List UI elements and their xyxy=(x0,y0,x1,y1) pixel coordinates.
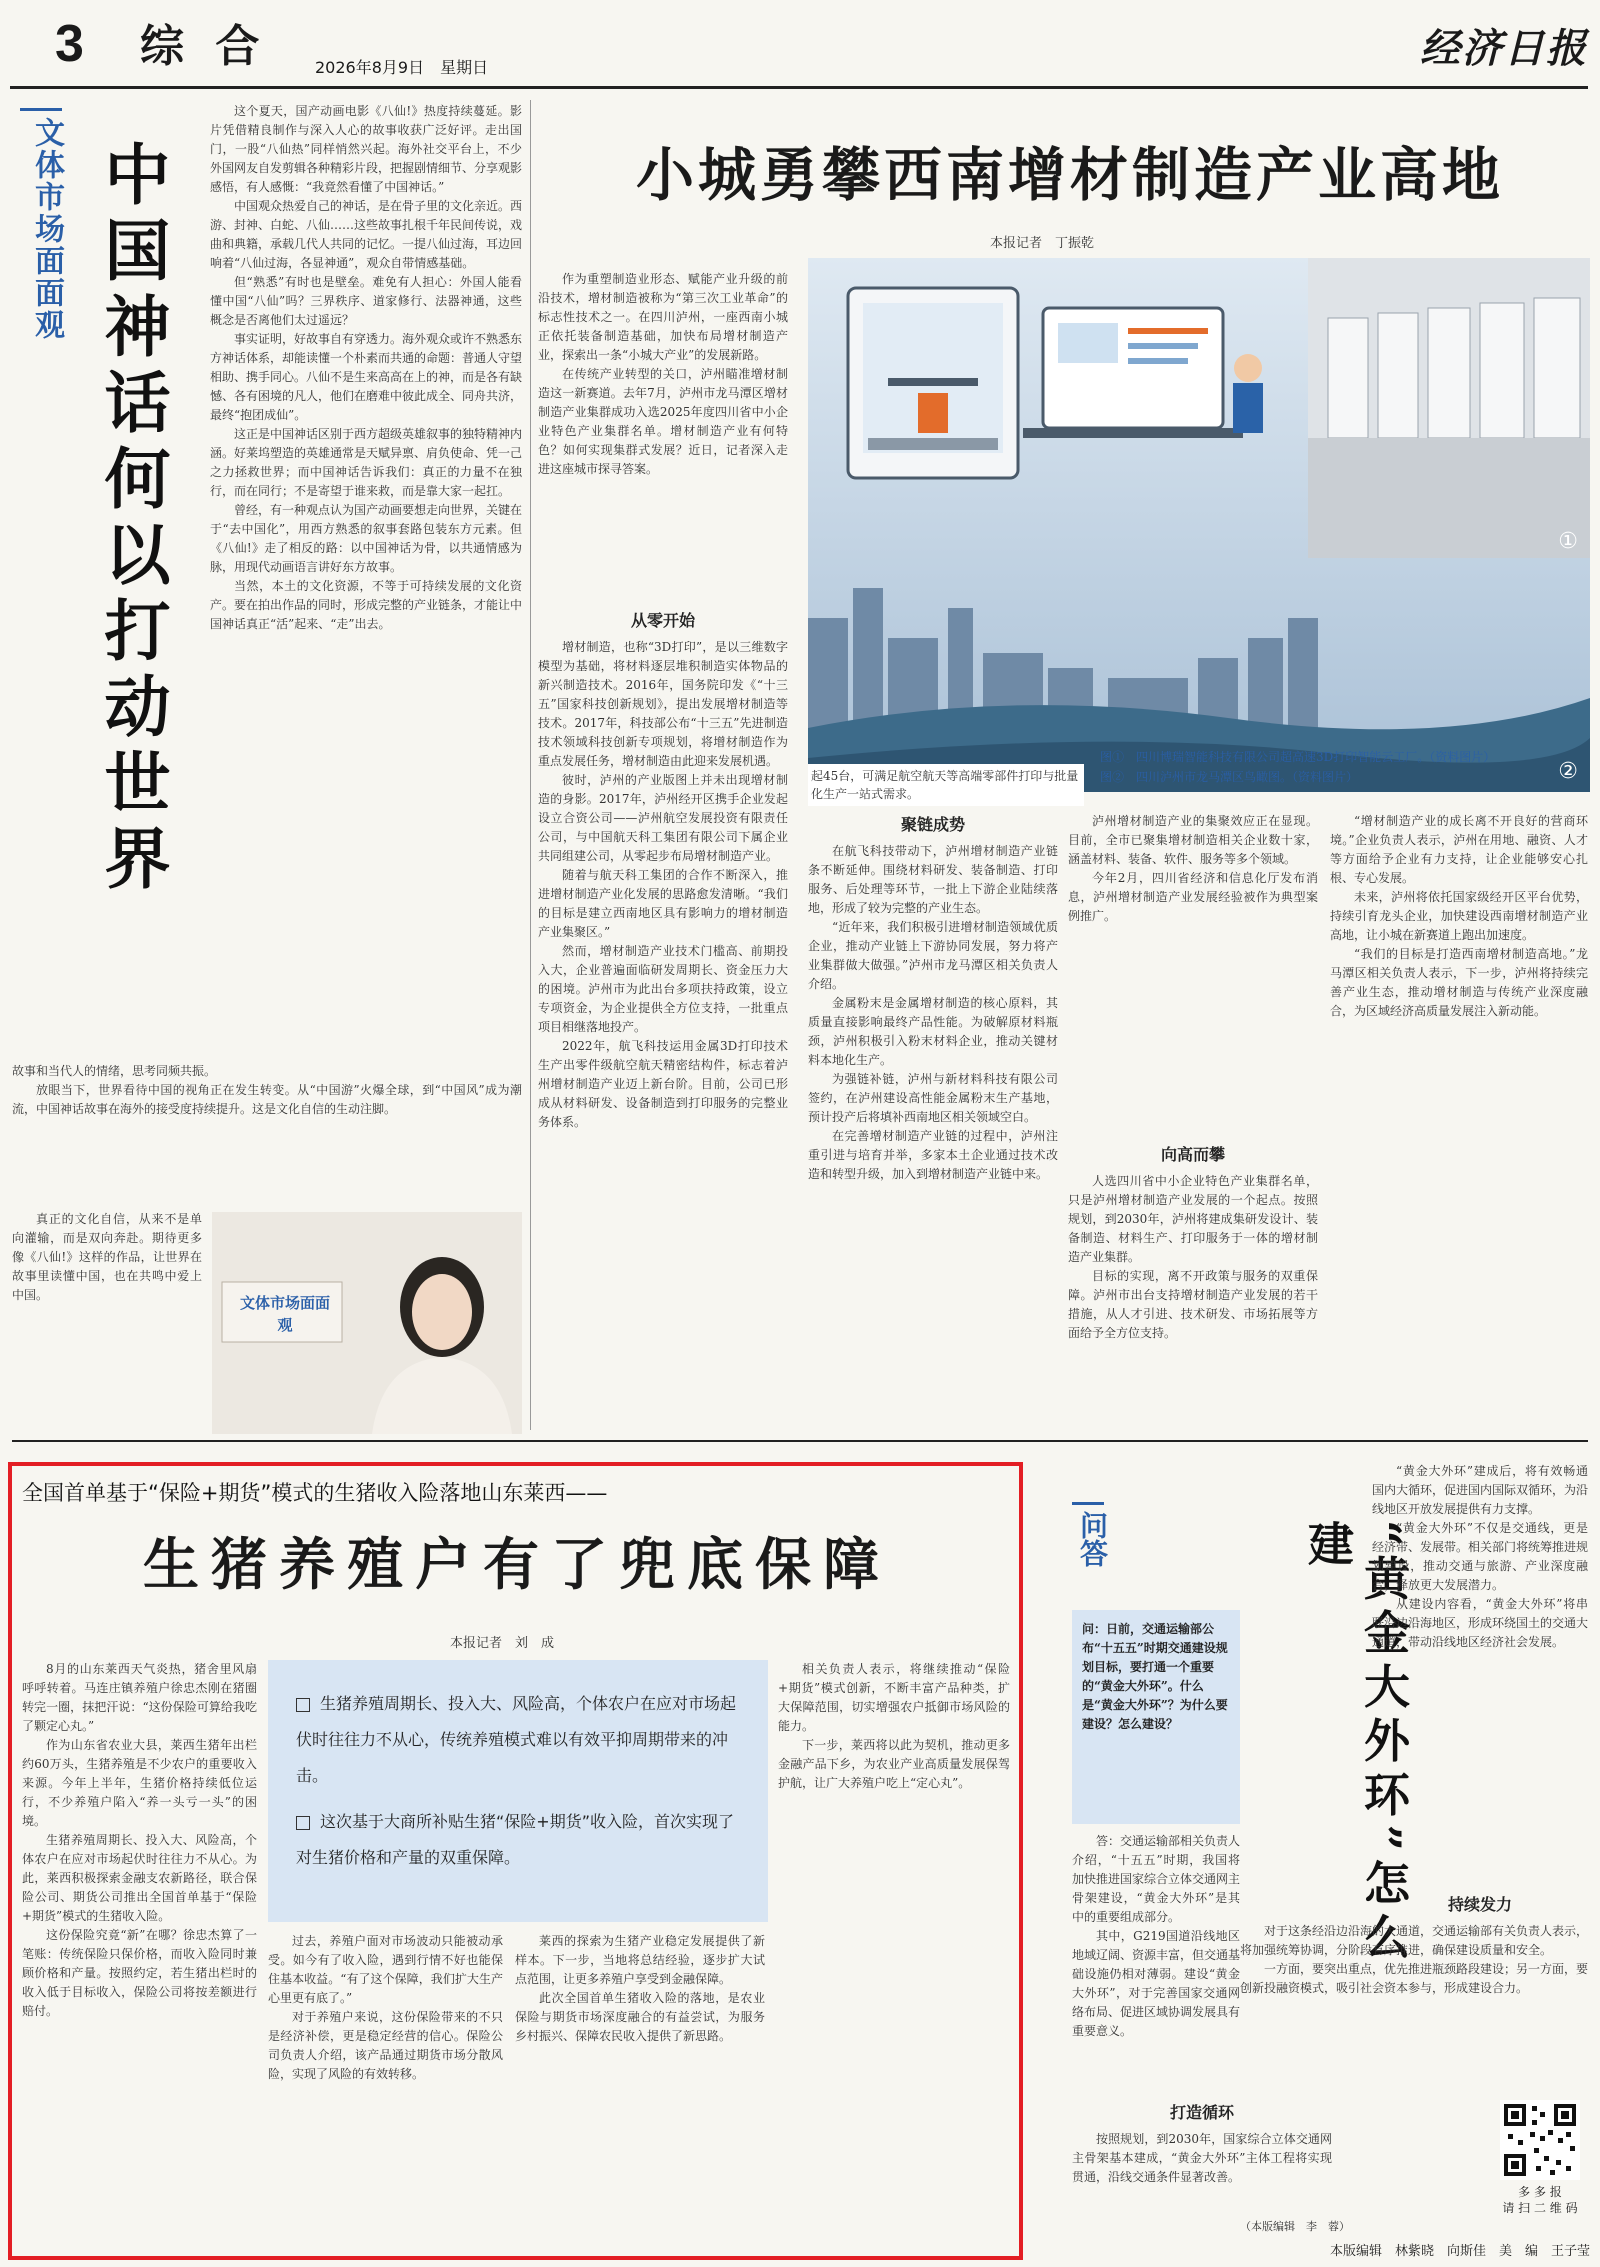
feature-illustration xyxy=(808,258,1590,792)
square-bullet-icon xyxy=(296,1816,310,1830)
feature-section4 xyxy=(1330,812,1588,1430)
feature-para: 然而，增材制造产业技术门槛高、前期投入大，企业普遍面临研发周期长、资金压力大的困境。泸州市为此出台多项扶持政策，设立专项资金，为企业提供全方位支持，一批重点项目相继落地投产。 xyxy=(538,944,788,1034)
insurance-para: 生猪养殖周期长、投入大、风险高，个体农户在应对市场起伏时往往力不从心。为此，莱西积极探索金融支农新路径，联合保险公司、期货公司推出全国首单基于“保险+期货”模式的生猪收入险。 xyxy=(22,1833,257,1923)
culture-para: 这正是中国神话区别于西方超级英雄叙事的独特精神内涵。好莱坞塑造的英雄通常是天赋异禀、肩负使命、凭一己之力拯救世界；而中国神话告诉我们：真正的力量不在独行，而在同行；不是寄望于谁来救，而是靠大家一起扛。 xyxy=(210,427,522,498)
qa-subhead-right: 持续发力 xyxy=(1447,1895,1512,1914)
insurance-col1 xyxy=(22,1660,257,2250)
feature-para: 今年2月，四川省经济和信息化厅发布消息，泸州增材制造产业发展经验被作为典型案例推广。 xyxy=(1068,871,1318,923)
subhead-3: 向高而攀 xyxy=(1160,1145,1225,1164)
qa-left-end xyxy=(1072,2130,1332,2230)
feature-para: 彼时，泸州的产业版图上并未出现增材制造的身影。2017年，泸州经开区携手企业发起设立合资公司——泸州航空发展投资有限责任公司，与中国航天科工集团有限公司下属企业共同组建公司，从零起步布局增材制造产业。 xyxy=(538,773,788,863)
qa-label xyxy=(1072,1502,1109,1605)
qa-subhead-left: 打造循环 xyxy=(1169,2103,1234,2122)
highlight-text: 这次基于大商所补贴生猪“保险+期货”收入险，首次实现了对生猪价格和产量的双重保障。 xyxy=(296,1812,734,1867)
insurance-para: 相关负责人表示，将继续推动“保险+期货”模式创新，不断丰富产品种类，扩大保障范围，切实增强农户抵御市场风险的能力。 xyxy=(778,1662,1010,1733)
feature-headline: 小城勇攀西南增材制造产业高地 xyxy=(635,141,1504,209)
culture-title: 中国神话何以打动世界 xyxy=(93,140,171,900)
culture-para: 曾经，有一种观点认为国产动画要想走向世界，关键在于“去中国化”，用西方熟悉的叙事套路包装东方元素。但《八仙!》走了相反的路：以中国神话为骨，以共通情感为脉，用现代动画语言讲好东方故事。 xyxy=(210,503,522,574)
feature-para: 泸州增材制造产业的集聚效应正在显现。目前，全市已聚集增材制造相关企业数十家，涵盖材料、装备、软件、服务等多个领域。 xyxy=(1068,814,1318,866)
qr-code[interactable] xyxy=(1500,2100,1580,2180)
feature-section1 xyxy=(538,638,788,1428)
masthead xyxy=(0,0,1600,90)
feature-para: 随着与航天科工集团的合作不断深入，推进增材制造产业化发展的思路愈发清晰。“我们的目标是建立西南地区具有影响力的增材制造产业集聚区。” xyxy=(538,868,788,939)
feature-para: “增材制造产业的成长离不开良好的营商环境。”企业负责人表示，泸州在用地、融资、人才等方面给予企业有力支持，让企业能够安心扎根、专心发展。 xyxy=(1330,814,1588,885)
qr-code-icon xyxy=(1500,2100,1580,2180)
image-label-1: ① xyxy=(1558,529,1578,554)
insurance-para: 对于养殖户来说，这份保险带来的不只是经济补偿，更是稳定经营的信心。保险公司负责人介绍，该产品通过期货市场分散风险，实现了风险的有效转移。 xyxy=(268,2010,503,2081)
issue-date: 2026年8月9日 星期日 xyxy=(315,58,489,77)
qa-label-text: 问答 xyxy=(1076,1511,1109,1567)
qa-right-top xyxy=(1372,1462,1588,1882)
qa-para: 按照规划，到2030年，国家综合立体交通网主骨架基本建成，“黄金大外环”主体工程将实现贯通，沿线交通条件显著改善。 xyxy=(1072,2132,1332,2184)
insurance-para: 8月的山东莱西天气炎热，猪舍里风扇呼呼转着。马连庄镇养殖户徐忠杰刚在猪圈转完一圈，抹把汗说：“这份保险可算给我吃了颗定心丸。” xyxy=(22,1662,257,1733)
feature-para: 在传统产业转型的关口，泸州瞄准增材制造这一新赛道。去年7月，泸州市龙马潭区增材制造产业集群成功入选2025年度四川省中小企业特色产业集群名单。增材制造产业有何特色？如何实现集群式发展？近日，记者深入走进这座城市探寻答案。 xyxy=(538,367,788,476)
insurance-kicker: 全国首单基于“保险+期货”模式的生猪收入险落地山东莱西—— xyxy=(22,1481,608,1505)
image-label-2: ② xyxy=(1558,759,1578,784)
feature-image xyxy=(808,258,1590,792)
insurance-para: 作为山东省农业大县，莱西生猪年出栏约60万头，生猪养殖是不少农户的重要收入来源。今年上半年，生猪价格持续低位运行，不少养殖户陷入“养一头亏一头”的困境。 xyxy=(22,1738,257,1828)
column-divider xyxy=(530,100,531,1430)
insurance-col4 xyxy=(778,1660,1010,2250)
feature-para: 在航飞科技带动下，泸州增材制造产业链条不断延伸。围绕材料研发、装备制造、打印服务、后处理等环节，一批上下游企业陆续落地，形成了较为完整的产业生态。 xyxy=(808,844,1058,915)
qa-para: 一方面，要突出重点，优先推进瓶颈路段建设；另一方面，要创新投融资模式，吸引社会资本参与，形成建设合力。 xyxy=(1240,1962,1588,1995)
feature-para: 为强链补链，泸州与新材料科技有限公司签约，在泸州建设高性能金属粉末生产基地，预计投产后将填补西南地区相关领域空白。 xyxy=(808,1072,1058,1124)
insurance-col2 xyxy=(268,1932,503,2250)
feature-lead xyxy=(538,270,788,590)
footer-editors: 本版编辑 林紫晓 向斯佳 美 编 王子莹 xyxy=(1329,2244,1590,2259)
insurance-byline: 本报记者 刘 成 xyxy=(450,1636,555,1651)
subhead-2: 聚链成势 xyxy=(900,815,965,834)
qa-para: 其中，G219国道沿线地区地域辽阔、资源丰富，但交通基础设施仍相对薄弱。建设“黄金大外环”，对于完善国家交通网络布局、促进区域协调发展具有重要意义。 xyxy=(1072,1929,1240,2038)
feature-section2 xyxy=(808,842,1058,1430)
insurance-para: 莱西的探索为生猪产业稳定发展提供了新样本。下一步，当地将总结经验，逐步扩大试点范围，让更多养殖户享受到金融保障。 xyxy=(515,1934,765,1986)
qa-footer-credit: （本版编辑 李 蓉） xyxy=(1240,2220,1350,2233)
feature-para: 增材制造，也称“3D打印”，是以三维数字模型为基础，将材料逐层堆积制造实体物品的新兴制造技术。2016年，国务院印发《“十三五”国家科技创新规划》，提出发展增材制造等技术。2017年，科技部公布“十三五”先进制造技术领域科技创新专项规划，将增材制造作为重点发展任务，增材制造由此迎来发展机遇。 xyxy=(538,640,788,768)
culture-para: 事实证明，好故事自有穿透力。海外观众或许不熟悉东方神话体系，却能读懂一个朴素而共通的命题：普通人守望相助、携手同心。八仙不是生来高高在上的神，而是各有缺憾、各有困境的凡人，他们在磨难中彼此成全、同舟共济，最终“抱团成仙”。 xyxy=(210,332,522,422)
caption-right-1: 图① 四川博瑞智能科技有限公司超高速3D打印智能云工厂。（资料图片） xyxy=(1100,750,1496,764)
feature-para: 在完善增材制造产业链的过程中，泸州注重引进与培育并举，多家本土企业通过技术改造和转型升级，加入到增材制造产业链中来。 xyxy=(808,1129,1058,1181)
culture-body-lower xyxy=(12,1062,522,1202)
culture-body xyxy=(210,102,522,1052)
insurance-col3 xyxy=(515,1932,765,2250)
feature-para: 人选四川省中小企业特色产业集群名单，只是泸州增材制造产业发展的一个起点。按照规划，到2030年，泸州将建成集研发设计、装备制造、材料生产、打印服务于一体的增材制造产业集群。 xyxy=(1068,1174,1318,1264)
paper-logo: 经济日报 xyxy=(1420,25,1588,72)
qa-title: “黄金大外环”怎么建 xyxy=(1301,1520,1411,1967)
section-rule xyxy=(12,1440,1588,1442)
insurance-para: 此次全国首单生猪收入险的落地，是农业保险与期货市场深度融合的有益尝试，为服务乡村振兴、保障农民收入提供了新思路。 xyxy=(515,1991,765,2043)
feature-section2b xyxy=(1068,812,1318,1132)
qa-para: 对于这条经沿边沿海的大通道，交通运输部有关负责人表示，将加强统筹协调，分阶段有序推进，确保建设质量和安全。 xyxy=(1240,1924,1588,1957)
masthead-rule xyxy=(10,86,1588,89)
highlight-box xyxy=(268,1660,768,1922)
feature-para: “近年来，我们积极引进增材制造领域优质企业，推动产业链上下游协同发展，努力将产业集群做大做强。”泸州市龙马潭区相关负责人介绍。 xyxy=(808,920,1058,991)
culture-para: 故事和当代人的情绪，思考同频共振。 xyxy=(12,1064,217,1078)
qa-right-bottom xyxy=(1240,1922,1588,2092)
caption-left: 起45台，可满足航空航天等高端零部件打印与批量化生产一站式需求。 xyxy=(808,764,1084,806)
insurance-headline: 生猪养殖户有了兜底保障 xyxy=(143,1532,891,1598)
page-number: 3 xyxy=(55,15,84,73)
qa-para: 答：交通运输部相关负责人介绍，“十五五”时期，我国将加快推进国家综合立体交通网主骨架建设，“黄金大外环”是其中的重要组成部分。 xyxy=(1072,1834,1240,1924)
culture-para: 这个夏天，国产动画电影《八仙!》热度持续蔓延。影片凭借精良制作与深入人心的故事收获广泛好评。走出国门，一股“八仙热”同样悄然兴起。海外社交平台上，不少外国网友自发剪辑各种精彩片段，把握剧情细节、分享观影感悟，有人感慨：“我竟然看懂了中国神话。” xyxy=(210,104,522,194)
culture-para: 但“熟悉”有时也是壁垒。难免有人担心：外国人能看懂中国“八仙”吗？三界秩序、道家修行、法器神通，这些概念是否离他们太过遥远？ xyxy=(210,275,522,327)
subhead-1: 从零开始 xyxy=(630,611,695,630)
qa-para: 从建设内容看，“黄金大外环”将串联沿边沿海地区，形成环绕国土的交通大通道，带动沿线地区经济社会发展。 xyxy=(1372,1597,1588,1649)
column-label xyxy=(20,108,62,361)
feature-para: 未来，泸州将依托国家级经开区平台优势，持续引育龙头企业，加快建设西南增材制造产业高地，让小城在新赛道上跑出加速度。 xyxy=(1330,890,1588,942)
square-bullet-icon xyxy=(296,1698,310,1712)
feature-section3 xyxy=(1068,1172,1318,1430)
caption-right-2: 图② 四川泸州市龙马潭区鸟瞰图。（资料图片） xyxy=(1100,770,1359,784)
culture-para: 放眼当下，世界看待中国的视角正在发生转变。从“中国游”火爆全球，到“中国风”成为潮流，中国神话故事在海外的接受度持续提升。这是文化自信的生动注脚。 xyxy=(12,1083,522,1116)
feature-para: “我们的目标是打造西南增材制造高地。”龙马潭区相关负责人表示，下一步，泸州将持续完善产业生态，推动增材制造与传统产业深度融合，为区域经济高质量发展注入新动能。 xyxy=(1330,947,1588,1018)
column-label-text: 文体市场面面观 xyxy=(29,117,64,341)
feature-para: 目标的实现，离不开政策与服务的双重保障。泸州市出台支持增材制造产业发展的若干措施，从人才引进、技术研发、市场拓展等方面给予全方位支持。 xyxy=(1068,1269,1318,1340)
author-box-label: 文体市场面面观 xyxy=(240,1294,331,1334)
culture-para: 真正的文化自信，从来不是单向灌输，而是双向奔赴。期待更多像《八仙!》这样的作品，让世界在故事里读懂中国，也在共鸣中爱上中国。 xyxy=(12,1212,202,1302)
qa-para: “黄金大外环”建成后，将有效畅通国内大循环，促进国内国际双循环，为沿线地区开放发展提供有力支撑。 xyxy=(1372,1464,1588,1516)
highlight-item xyxy=(296,1686,740,1794)
highlight-item xyxy=(296,1804,740,1876)
insurance-para: 下一步，莱西将以此为契机，推动更多金融产品下乡，为农业产业高质量发展保驾护航，让广大养殖户吃上“定心丸”。 xyxy=(778,1738,1010,1790)
culture-para: 中国观众热爱自己的神话，是在骨子里的文化亲近。西游、封神、白蛇、八仙……这些故事扎根千年民间传说，戏曲和典籍，承载几代人共同的记忆。一提八仙过海，耳边回响着“八仙过海，各显神通”，观众自带情感基础。 xyxy=(210,199,522,270)
insurance-para: 过去，养殖户面对市场波动只能被动承受。如今有了收入险，遇到行情不好也能保住基本收益。“有了这个保障，我们扩大生产心里更有底了。” xyxy=(268,1934,503,2005)
section-name: 综 合 xyxy=(140,21,268,72)
question-box xyxy=(1072,1610,1240,1824)
feature-para: 2022年，航飞科技运用金属3D打印技术生产出零件级航空航天精密结构件，标志着泸州增材制造产业迈上新台阶。目前，公司已形成从材料研发、设备制造到打印服务的完整业务体系。 xyxy=(538,1039,788,1129)
culture-para: 当然，本土的文化资源，不等于可持续发展的文化资产。要在拍出作品的同时，形成完整的产业链条，才能让中国神话真正“活”起来、“走”出去。 xyxy=(210,579,522,631)
feature-para: 作为重塑制造业形态、赋能产业升级的前沿技术，增材制造被称为“第三次工业革命”的标志性技术之一。在四川泸州，一座西南小城正依托装备制造基础，加快布局增材制造产业，探索出一条“小城大产业”的发展新路。 xyxy=(538,272,788,362)
qa-para: “黄金大外环”不仅是交通线，更是经济带、发展带。相关部门将统筹推进规划建设，推动交通与旅游、产业深度融合，释放更大发展潜力。 xyxy=(1372,1521,1588,1592)
culture-body-end xyxy=(12,1210,202,1435)
highlight-text: 生猪养殖周期长、投入大、风险高，个体农户在应对市场起伏时往往力不从心，传统养殖模式难以有效平抑周期带来的冲击。 xyxy=(296,1694,737,1785)
qr-caption: 多 多 报 请 扫 二 维 码 xyxy=(1502,2185,1578,2215)
feature-byline: 本报记者 丁振乾 xyxy=(990,236,1095,251)
question-text: 问：日前，交通运输部公布“十五五”时期交通建设规划目标，要打通一个重要的“黄金大外环”。什么是“黄金大外环”？为什么要建设？怎么建设？ xyxy=(1082,1622,1228,1731)
insurance-para: 这份保险究竟“新”在哪？徐忠杰算了一笔账：传统保险只保价格，而收入险同时兼顾价格和产量。按照约定，若生猪出栏时的收入低于目标收入，保险公司将按差额进行赔付。 xyxy=(22,1928,257,2018)
author-photo xyxy=(212,1212,522,1434)
qa-answer xyxy=(1072,1832,1240,2092)
feature-para: 金属粉末是金属增材制造的核心原料，其质量直接影响最终产品性能。为破解原材料瓶颈，泸州积极引入粉末材料企业，推动关键材料本地化生产。 xyxy=(808,996,1058,1067)
